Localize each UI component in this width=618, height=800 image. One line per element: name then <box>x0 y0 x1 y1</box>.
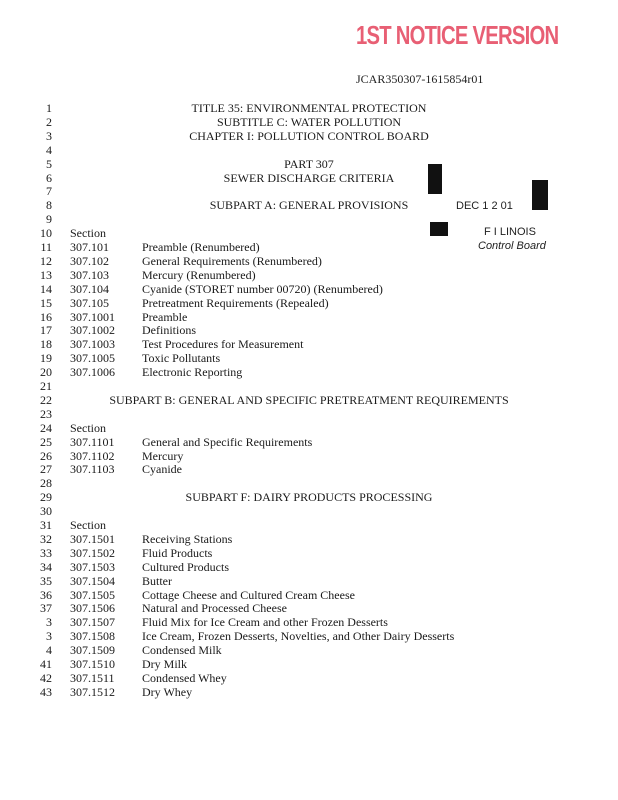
line-number: 24 <box>40 420 52 435</box>
line-number: 5 <box>46 156 52 171</box>
document-line <box>0 393 618 407</box>
section-title: Receiving Stations <box>142 531 233 546</box>
stamp-line1: F I LINOIS <box>484 226 536 238</box>
line-number: 43 <box>40 684 52 699</box>
section-number: 307.1504 <box>70 573 115 588</box>
line-number: 2 <box>46 114 52 129</box>
section-number: 307.104 <box>70 281 109 296</box>
document-line <box>0 518 618 532</box>
line-number: 25 <box>40 434 52 449</box>
line-number: 42 <box>40 670 52 685</box>
line-number: 11 <box>40 240 52 254</box>
line-number: 19 <box>40 351 52 366</box>
document-line <box>0 379 618 393</box>
section-title: Pretreatment Requirements (Repealed) <box>142 295 329 310</box>
centered-heading: SUBTITLE C: WATER POLLUTION <box>216 114 402 129</box>
section-title: Cyanide <box>142 462 182 477</box>
section-number: 307.1001 <box>70 309 115 324</box>
line-number: 6 <box>46 170 52 185</box>
line-number: 35 <box>40 573 52 588</box>
document-line <box>0 171 618 185</box>
section-title: Butter <box>142 573 172 588</box>
line-number: 37 <box>40 601 52 616</box>
document-line <box>0 601 618 615</box>
line-number: 3 <box>46 128 52 143</box>
document-line <box>0 671 618 685</box>
centered-heading: TITLE 35: ENVIRONMENTAL PROTECTION <box>191 101 427 115</box>
centered-heading: SUBPART F: DAIRY PRODUCTS PROCESSING <box>185 490 433 505</box>
line-number: 16 <box>40 309 52 324</box>
section-number: 307.1509 <box>70 643 115 658</box>
line-number: 13 <box>40 267 52 282</box>
section-number: 307.101 <box>70 240 109 254</box>
section-number: 307.1502 <box>70 545 115 560</box>
line-number: 26 <box>40 448 52 463</box>
line-number: 22 <box>40 392 52 407</box>
document-line <box>0 532 618 546</box>
document-line <box>0 407 618 421</box>
line-number: 27 <box>40 462 52 477</box>
document-line <box>0 643 618 657</box>
section-title: General Requirements (Renumbered) <box>142 253 322 268</box>
document-line <box>0 268 618 282</box>
section-title: Preamble <box>142 309 188 324</box>
section-number: 307.1508 <box>70 629 115 644</box>
line-number: 9 <box>46 212 52 227</box>
document-line <box>0 351 618 365</box>
line-number: 14 <box>40 281 52 296</box>
section-title: Preamble (Renumbered) <box>142 240 260 254</box>
line-number: 1 <box>46 101 52 115</box>
document-line <box>0 657 618 671</box>
section-number: 307.1505 <box>70 587 115 602</box>
section-title: Dry Milk <box>142 657 187 671</box>
line-number: 4 <box>46 142 52 157</box>
document-line <box>0 282 618 296</box>
stamp-line2: Control Board <box>478 240 546 252</box>
section-title: Fluid Products <box>142 545 213 560</box>
section-number: 307.1506 <box>70 601 115 616</box>
centered-heading: SEWER DISCHARGE CRITERIA <box>223 170 395 185</box>
line-number: 10 <box>40 226 52 241</box>
section-number: 307.1512 <box>70 684 115 699</box>
section-title: Dry Whey <box>142 684 193 699</box>
document-line <box>0 323 618 337</box>
document-line <box>0 115 618 129</box>
document-line <box>0 310 618 324</box>
section-number: 307.1511 <box>70 670 115 685</box>
line-number: 30 <box>40 504 52 519</box>
document-line <box>0 574 618 588</box>
document-line <box>0 226 618 240</box>
document-line <box>0 421 618 435</box>
section-title: Condensed Milk <box>142 643 222 658</box>
line-number: 4 <box>46 643 52 658</box>
document-line <box>0 240 618 254</box>
document-line <box>0 337 618 351</box>
document-line <box>0 629 618 643</box>
line-number: 28 <box>40 476 52 491</box>
line-number: 17 <box>40 323 52 338</box>
document-line <box>0 546 618 560</box>
section-title: Mercury <box>142 448 184 463</box>
centered-heading: SUBPART B: GENERAL AND SPECIFIC PRETREATMENT REQUIREMENTS <box>109 392 509 407</box>
section-title: Electronic Reporting <box>142 365 243 380</box>
section-title: Fluid Mix for Ice Cream and other Frozen Desserts <box>142 615 388 630</box>
document-id: JCAR350307-1615854r01 <box>356 72 484 86</box>
section-number: 307.1003 <box>70 337 115 352</box>
centered-heading: CHAPTER I: POLLUTION CONTROL BOARD <box>189 128 429 143</box>
section-title: Natural and Processed Cheese <box>142 601 287 616</box>
section-number: 307.103 <box>70 267 109 282</box>
document-line <box>0 157 618 171</box>
line-number: 15 <box>40 295 52 310</box>
document-line <box>0 198 618 212</box>
document-line <box>0 588 618 602</box>
line-number: 8 <box>46 198 52 213</box>
line-number: 23 <box>40 406 52 421</box>
section-number: 307.1101 <box>70 434 115 449</box>
document-line <box>0 254 618 268</box>
stamp-date: DEC 1 2 01 <box>456 200 513 212</box>
line-number: 3 <box>46 629 52 644</box>
document-line <box>0 435 618 449</box>
document-line <box>0 615 618 629</box>
section-number: 307.1002 <box>70 323 115 338</box>
line-number: 36 <box>40 587 52 602</box>
section-number: 307.1503 <box>70 559 115 574</box>
line-number: 29 <box>40 490 52 505</box>
section-number: 307.102 <box>70 253 109 268</box>
section-number: 307.105 <box>70 295 109 310</box>
section-title: Cultured Products <box>142 559 229 574</box>
line-number: 21 <box>40 379 52 393</box>
line-number: 34 <box>40 559 52 574</box>
document-line <box>0 476 618 490</box>
document-line <box>0 143 618 157</box>
line-number: 32 <box>40 531 52 546</box>
section-title: Ice Cream, Frozen Desserts, Novelties, and Other Dairy Desserts <box>142 629 455 644</box>
section-title: Cyanide (STORET number 00720) (Renumbered) <box>142 281 383 296</box>
section-title: Test Procedures for Measurement <box>142 337 304 352</box>
line-number: 41 <box>40 657 52 671</box>
section-number: 307.1005 <box>70 351 115 366</box>
section-number: 307.1102 <box>70 448 115 463</box>
section-title: Cottage Cheese and Cultured Cream Cheese <box>142 587 355 602</box>
notice-version-stamp: 1ST NOTICE VERSION <box>356 20 559 50</box>
section-number: 307.1507 <box>70 615 115 630</box>
line-number: 20 <box>40 365 52 380</box>
document-line <box>0 296 618 310</box>
document-line <box>0 129 618 143</box>
section-title: Toxic Pollutants <box>142 351 221 366</box>
document-line <box>0 449 618 463</box>
section-title: Mercury (Renumbered) <box>142 267 256 282</box>
line-number: 31 <box>40 518 52 532</box>
section-number: 307.1501 <box>70 531 115 546</box>
document-line <box>0 365 618 379</box>
document-line <box>0 101 618 115</box>
line-number: 3 <box>46 615 52 630</box>
section-number: Section <box>70 420 106 435</box>
line-number: 18 <box>40 337 52 352</box>
centered-heading: SUBPART A: GENERAL PROVISIONS <box>209 198 409 213</box>
section-title: General and Specific Requirements <box>142 434 313 449</box>
section-title: Definitions <box>142 323 196 338</box>
section-number: Section <box>70 518 106 532</box>
document-line <box>0 685 618 699</box>
document-line <box>0 184 618 198</box>
section-number: 307.1103 <box>70 462 115 477</box>
document-line <box>0 560 618 574</box>
document-line <box>0 212 618 226</box>
section-number: 307.1006 <box>70 365 115 380</box>
document-line <box>0 490 618 504</box>
line-number: 7 <box>46 184 52 199</box>
line-number: 33 <box>40 545 52 560</box>
centered-heading: PART 307 <box>284 156 334 171</box>
section-title: Condensed Whey <box>142 670 227 685</box>
section-number: 307.1510 <box>70 657 115 671</box>
document-line <box>0 504 618 518</box>
document-line <box>0 462 618 476</box>
section-number: Section <box>70 226 106 241</box>
line-number: 12 <box>40 253 52 268</box>
